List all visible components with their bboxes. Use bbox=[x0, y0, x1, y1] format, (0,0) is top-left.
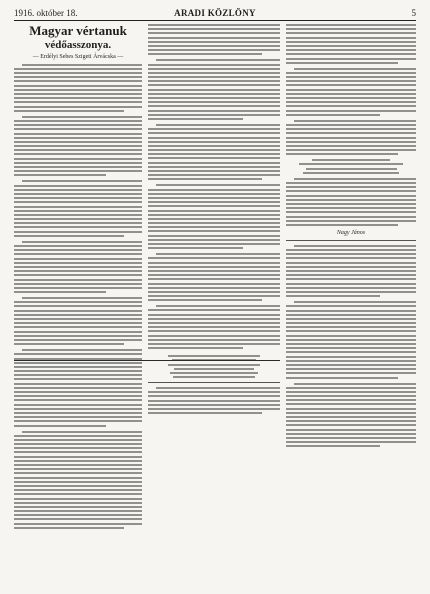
column-1 bbox=[14, 24, 142, 533]
section-divider bbox=[286, 240, 416, 241]
paragraph bbox=[148, 253, 280, 301]
paragraph bbox=[14, 431, 142, 529]
article-signature: Nagy János bbox=[336, 229, 366, 236]
header-page-number: 5 bbox=[411, 8, 416, 18]
paragraph bbox=[286, 245, 416, 297]
article-title-line2: védőasszonya. bbox=[44, 38, 112, 51]
paragraph bbox=[148, 24, 280, 55]
paragraph bbox=[14, 116, 142, 177]
paragraph bbox=[286, 24, 416, 64]
paragraph bbox=[14, 241, 142, 293]
header-paper-name: ARADI KÖZLÖNY bbox=[174, 8, 256, 18]
paragraph bbox=[148, 59, 280, 120]
article-subtitle: — Erdélyi Sebes Szigeti Árvácska — bbox=[32, 53, 124, 60]
header-date: 1916. október 18. bbox=[14, 8, 78, 18]
notice bbox=[286, 159, 416, 174]
poem bbox=[148, 355, 280, 378]
paragraph bbox=[14, 180, 142, 236]
paragraph bbox=[14, 64, 142, 112]
column-3 bbox=[286, 24, 416, 451]
page-header bbox=[14, 6, 416, 21]
paragraph bbox=[286, 301, 416, 378]
paragraph bbox=[148, 124, 280, 180]
article-title: Magyar vértanuk bbox=[29, 23, 127, 38]
paragraph bbox=[14, 297, 142, 345]
paragraph bbox=[286, 68, 416, 116]
paragraph bbox=[286, 120, 416, 156]
paragraph bbox=[148, 387, 280, 414]
section-rule bbox=[14, 360, 280, 361]
paragraph bbox=[286, 383, 416, 448]
paragraph bbox=[148, 305, 280, 349]
paragraph bbox=[286, 178, 416, 226]
section-divider bbox=[148, 382, 280, 383]
paragraph bbox=[148, 184, 280, 249]
